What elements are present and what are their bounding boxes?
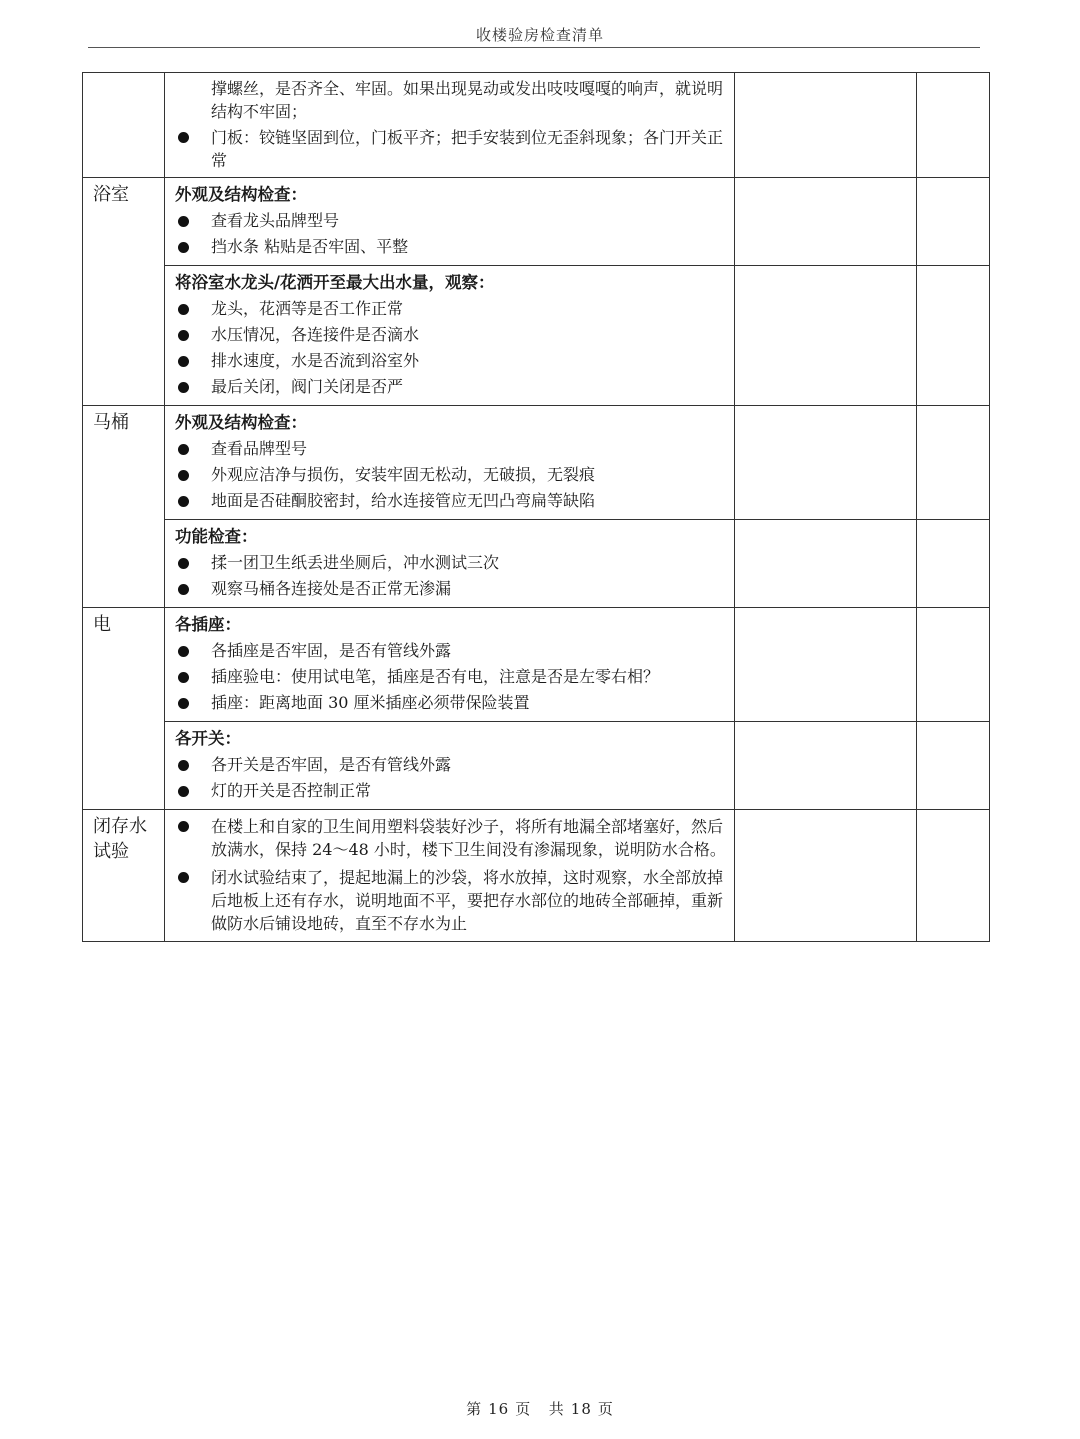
item-text: 排水速度，水是否流到浴室外 (211, 351, 420, 370)
note-cell[interactable] (917, 722, 990, 810)
content-cell (165, 266, 735, 406)
list-item (175, 866, 726, 935)
section-title: 各开关： (175, 729, 241, 748)
item-text: 地面是否硅酮胶密封，给水连接管应无凹凸弯扁等缺陷 (211, 491, 596, 510)
area-cell: 电 (83, 608, 165, 810)
item-text: 外观应洁净与损伤，安装牢固无松动，无破损，无裂痕 (211, 465, 596, 484)
result-cell[interactable] (735, 178, 917, 266)
list-item (175, 348, 726, 374)
item-text: 灯的开关是否控制正常 (211, 781, 372, 800)
item-text: 插座：距离地面 30 厘米插座必须带保险装置 (211, 693, 530, 712)
area-cell: 马桶 (83, 406, 165, 608)
footer-suffix: 页 (597, 1400, 614, 1418)
item-text: 插座验电：使用试电笔，插座是否有电，注意是否是左零右相？ (211, 667, 660, 686)
list-item (175, 638, 726, 664)
list-item (175, 208, 726, 234)
result-cell[interactable] (735, 810, 917, 942)
note-cell[interactable] (917, 520, 990, 608)
list-item (175, 462, 726, 488)
note-cell[interactable] (917, 266, 990, 406)
list-item (175, 488, 726, 514)
list-item (175, 576, 726, 602)
bullet-icon (178, 558, 189, 569)
header-divider (88, 47, 980, 48)
bullet-icon (178, 872, 189, 883)
table-row (83, 406, 990, 520)
footer-total-label: 共 (548, 1400, 565, 1418)
content-cell (165, 722, 735, 810)
area-cell (83, 73, 165, 178)
item-text: 在楼上和自家的卫生间用塑料袋装好沙子，将所有地漏全部堵塞好，然后放满水，保持 24～48 小时，楼下卫生间没有渗漏现象，说明防水合格。 (211, 817, 726, 859)
item-text: 撑螺丝，是否齐全、牢固。如果出现晃动或发出吱吱嘎嘎的响声，就说明结构不牢固； (211, 79, 724, 121)
bullet-icon (178, 584, 189, 595)
item-text: 查看龙头品牌型号 (211, 211, 340, 230)
list-item (175, 664, 726, 690)
footer-prefix: 第 (466, 1400, 483, 1418)
table-row (83, 520, 990, 608)
note-cell[interactable] (917, 178, 990, 266)
content-cell (165, 608, 735, 722)
table-row (83, 73, 990, 178)
area-cell: 浴室 (83, 178, 165, 406)
item-text: 揉一团卫生纸丢进坐厕后，冲水测试三次 (211, 553, 500, 572)
list-item (175, 436, 726, 462)
item-text: 门板：铰链坚固到位，门板平齐；把手安装到位无歪斜现象；各门开关正常 (211, 128, 724, 170)
list-item (175, 296, 726, 322)
result-cell[interactable] (735, 520, 917, 608)
note-cell[interactable] (917, 810, 990, 942)
list-item (175, 778, 726, 804)
table-row (83, 608, 990, 722)
list-item (175, 126, 726, 172)
bullet-icon (178, 470, 189, 481)
bullet-icon (178, 356, 189, 367)
item-text: 各开关是否牢固，是否有管线外露 (211, 755, 452, 774)
bullet-icon (178, 698, 189, 709)
table-row (83, 810, 990, 942)
list-item (175, 322, 726, 348)
list-item (175, 550, 726, 576)
list-item (175, 690, 726, 716)
note-cell[interactable] (917, 406, 990, 520)
bullet-icon (178, 242, 189, 253)
note-cell[interactable] (917, 73, 990, 178)
total-page-count: 18 (570, 1400, 592, 1418)
item-text: 水压情况，各连接件是否滴水 (211, 325, 420, 344)
page-header-title: 收楼验房检查清单 (475, 26, 604, 44)
item-text: 查看品牌型号 (211, 439, 308, 458)
bullet-icon (178, 821, 189, 832)
table-row (83, 266, 990, 406)
bullet-icon (178, 304, 189, 315)
page-footer (0, 1398, 1080, 1419)
current-page-number: 16 (488, 1400, 510, 1418)
area-cell: 闭存水试验 (83, 810, 165, 942)
list-item (175, 815, 726, 861)
bullet-icon (178, 132, 189, 143)
list-item (175, 234, 726, 260)
footer-mid: 页 (515, 1400, 532, 1418)
section-title: 各插座： (175, 615, 241, 634)
inspection-table (82, 72, 990, 942)
list-item (175, 77, 726, 123)
result-cell[interactable] (735, 722, 917, 810)
item-text: 各插座是否牢固，是否有管线外露 (211, 641, 452, 660)
content-cell (165, 406, 735, 520)
result-cell[interactable] (735, 73, 917, 178)
section-title: 外观及结构检查： (175, 185, 307, 204)
item-text: 观察马桶各连接处是否正常无渗漏 (211, 579, 452, 598)
bullet-icon (178, 444, 189, 455)
section-title: 将浴室水龙头/花洒开至最大出水量，观察： (175, 273, 495, 292)
bullet-icon (178, 330, 189, 341)
item-text: 龙头，花洒等是否工作正常 (211, 299, 404, 318)
table-row (83, 178, 990, 266)
result-cell[interactable] (735, 608, 917, 722)
bullet-icon (178, 646, 189, 657)
item-text: 闭水试验结束了，提起地漏上的沙袋，将水放掉，这时观察，水全部放掉后地板上还有存水，说明地面不平，要把存水部位的地砖全部砸掉，重新做防水后铺设地砖，直至不存水为止 (211, 868, 724, 933)
result-cell[interactable] (735, 406, 917, 520)
item-text: 最后关闭，阀门关闭是否严 (211, 377, 404, 396)
content-cell (165, 178, 735, 266)
list-item (175, 374, 726, 400)
content-cell (165, 73, 735, 178)
bullet-icon (178, 216, 189, 227)
content-cell (165, 810, 735, 942)
item-text: 挡水条 粘贴是否牢固、平整 (211, 237, 409, 256)
table-row (83, 722, 990, 810)
content-cell (165, 520, 735, 608)
bullet-icon (178, 672, 189, 683)
section-title: 外观及结构检查： (175, 413, 307, 432)
section-title: 功能检查： (175, 527, 258, 546)
list-item (175, 752, 726, 778)
bullet-icon (178, 760, 189, 771)
result-cell[interactable] (735, 266, 917, 406)
note-cell[interactable] (917, 608, 990, 722)
bullet-icon (178, 382, 189, 393)
bullet-icon (178, 786, 189, 797)
bullet-icon (178, 496, 189, 507)
